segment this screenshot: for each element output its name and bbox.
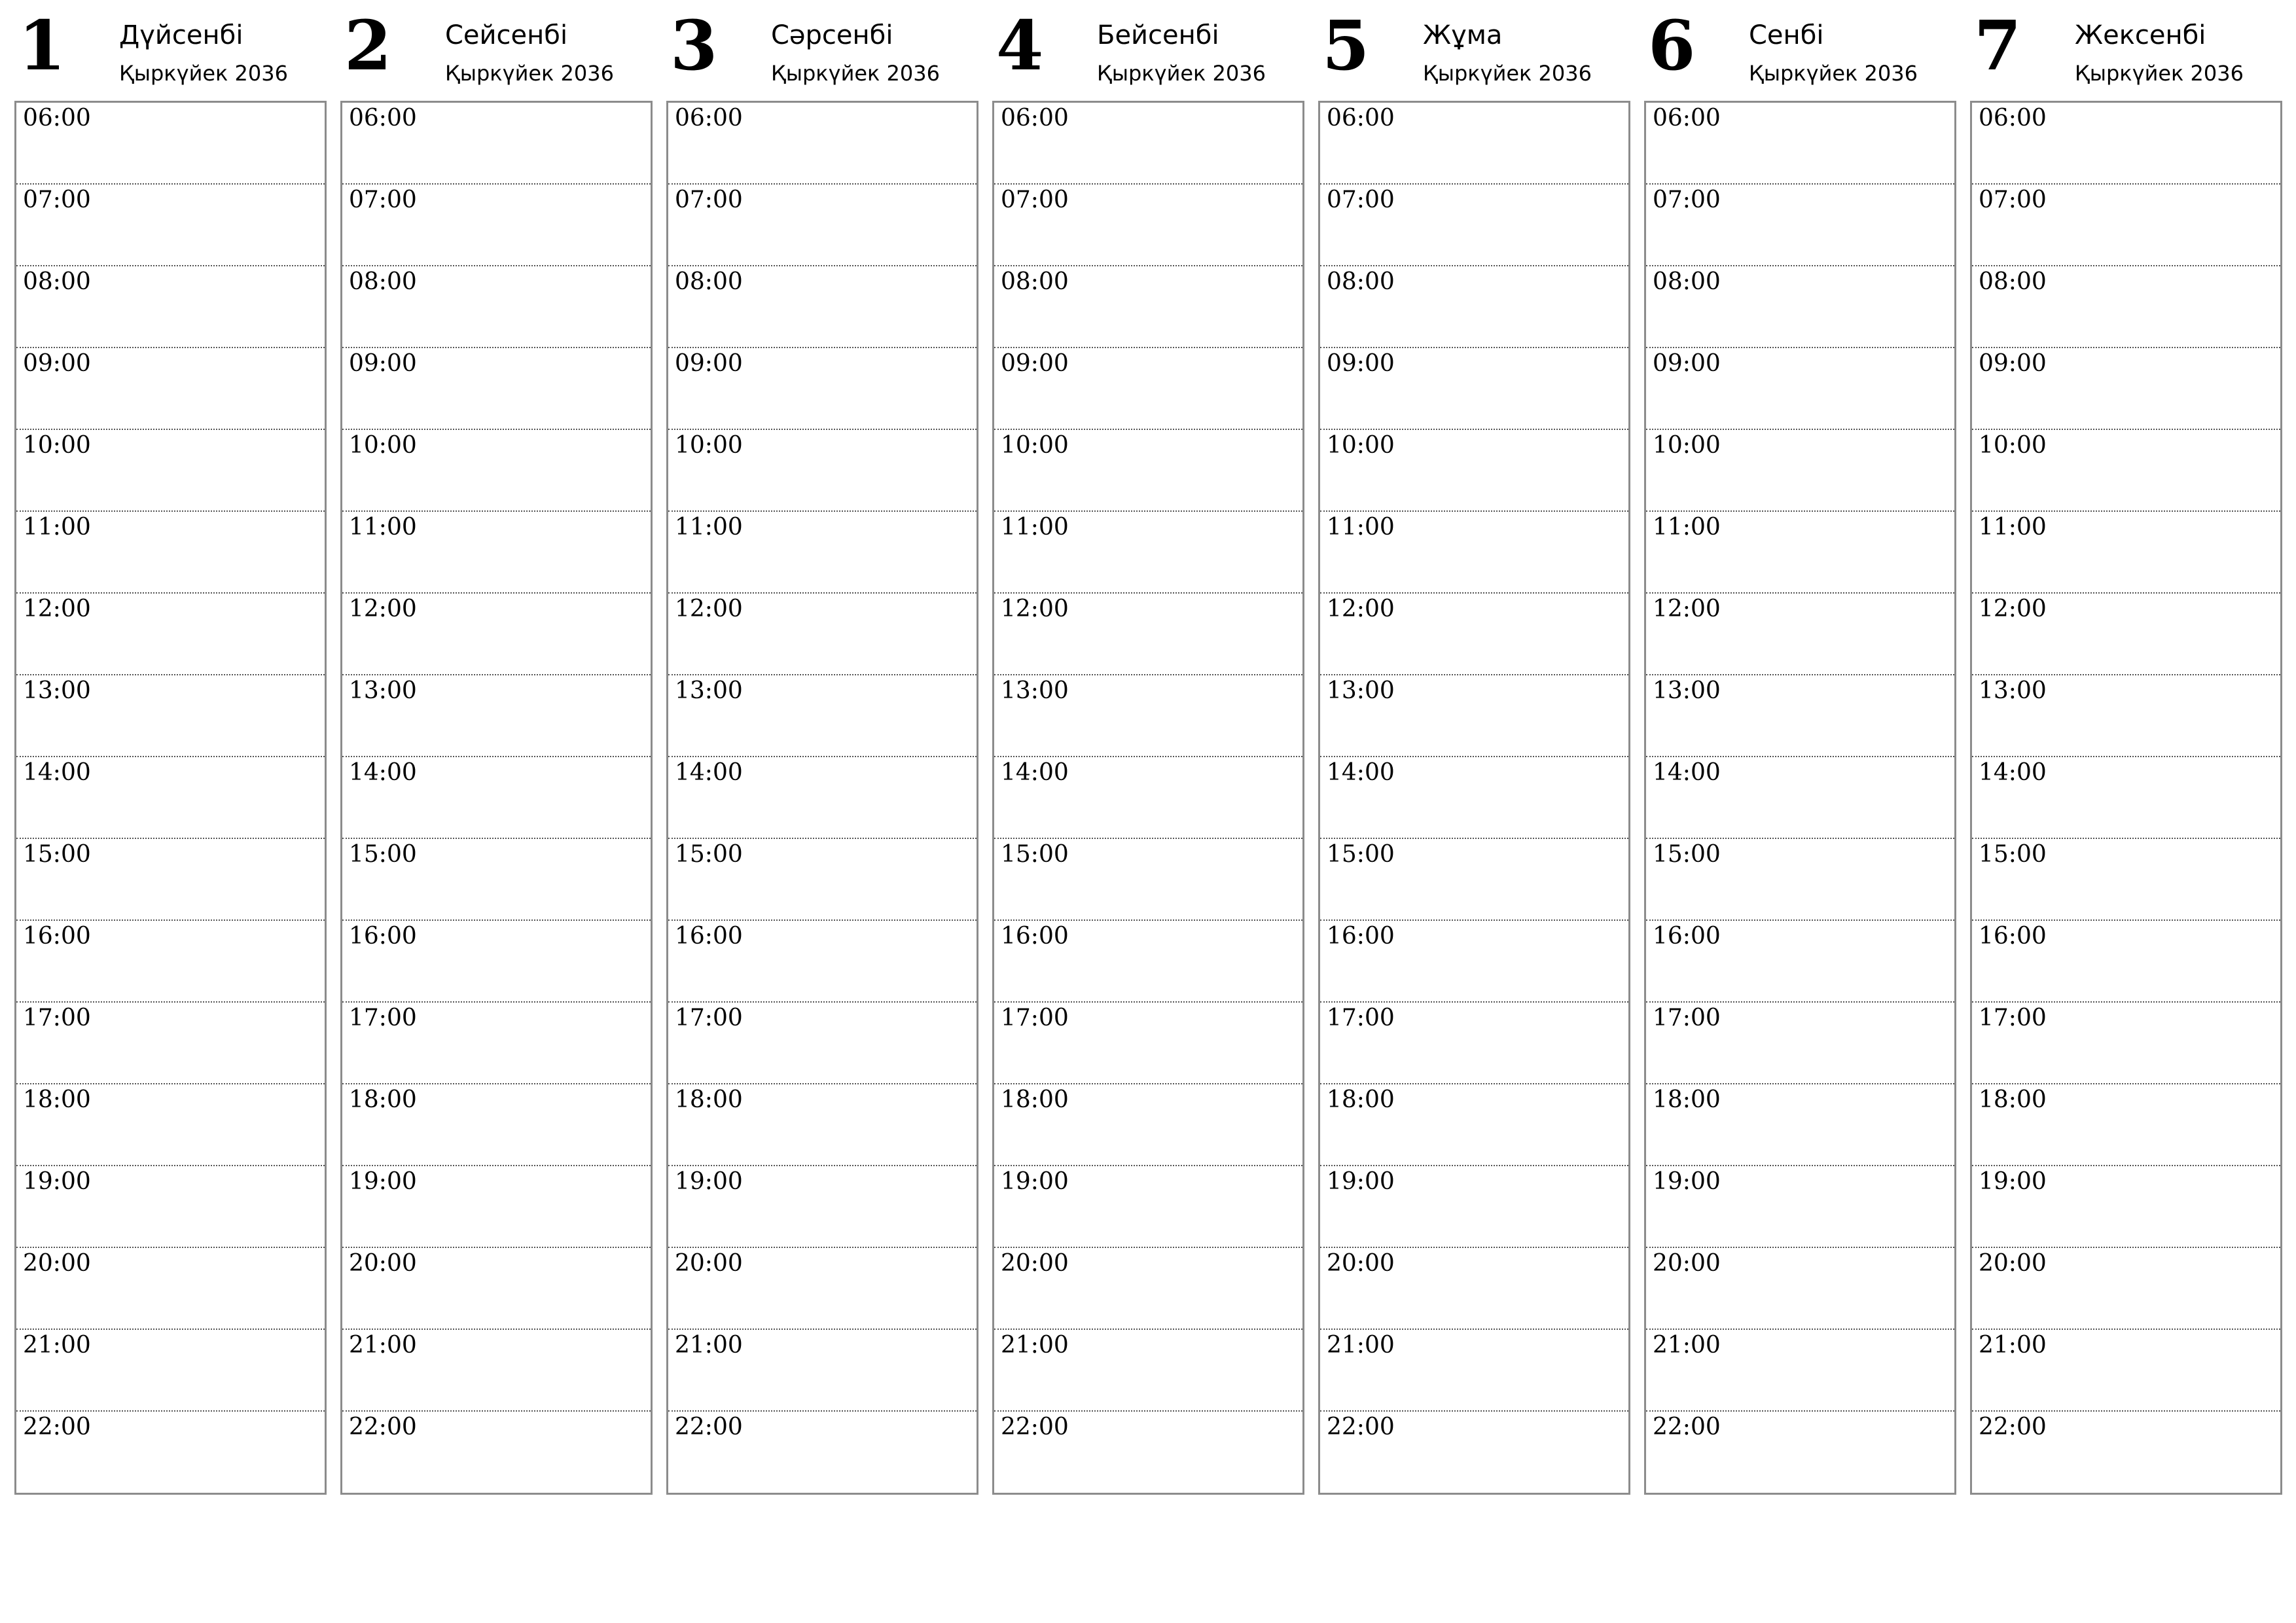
time-slot[interactable]	[1972, 1412, 2280, 1493]
time-slot-label: 13:00	[349, 677, 417, 704]
time-slot[interactable]	[1320, 103, 1628, 185]
time-slot[interactable]	[342, 921, 651, 1003]
time-slot[interactable]	[668, 1166, 977, 1248]
time-slot[interactable]	[1320, 839, 1628, 921]
time-slot-label: 17:00	[675, 1005, 743, 1031]
time-slot-label: 10:00	[349, 432, 417, 459]
time-slot[interactable]	[16, 675, 325, 757]
time-slot-label: 21:00	[1979, 1332, 2047, 1359]
time-slot-label: 07:00	[1001, 187, 1069, 213]
day-month-label: Қыркүйек 2036	[1097, 61, 1266, 86]
time-slot[interactable]	[994, 839, 1302, 921]
time-slot[interactable]	[668, 839, 977, 921]
time-slot-label: 06:00	[1979, 105, 2047, 132]
time-slot[interactable]	[994, 348, 1302, 430]
day-month-label: Қыркүйек 2036	[445, 61, 614, 86]
time-slot[interactable]	[1646, 348, 1954, 430]
time-slot-label: 15:00	[675, 841, 743, 868]
time-slot-label: 07:00	[349, 187, 417, 213]
time-slot[interactable]	[994, 185, 1302, 266]
time-slot-label: 16:00	[1653, 923, 1721, 950]
time-slot[interactable]	[994, 1412, 1302, 1493]
time-slot-label: 12:00	[1653, 596, 1721, 622]
time-slot[interactable]	[1320, 1412, 1628, 1493]
time-slot[interactable]	[342, 594, 651, 675]
time-slot[interactable]	[16, 921, 325, 1003]
time-slot-label: 17:00	[349, 1005, 417, 1031]
time-slot[interactable]	[1646, 675, 1954, 757]
day-schedule-box	[1644, 101, 1956, 1495]
time-slot-label: 08:00	[23, 268, 91, 295]
time-slot[interactable]	[994, 1248, 1302, 1330]
time-slot-label: 18:00	[1653, 1086, 1721, 1113]
time-slot-label: 20:00	[1327, 1250, 1395, 1277]
time-slot-label: 08:00	[349, 268, 417, 295]
time-slot-label: 08:00	[1979, 268, 2047, 295]
time-slot[interactable]	[1646, 921, 1954, 1003]
time-slot-label: 10:00	[23, 432, 91, 459]
time-slot-label: 15:00	[349, 841, 417, 868]
time-slot[interactable]	[1972, 1166, 2280, 1248]
time-slot-label: 22:00	[1653, 1414, 1721, 1440]
time-slot-label: 17:00	[1327, 1005, 1395, 1031]
time-slot-label: 12:00	[349, 596, 417, 622]
time-slot[interactable]	[1972, 839, 2280, 921]
time-slot[interactable]	[1972, 430, 2280, 512]
time-slot-label: 06:00	[23, 105, 91, 132]
time-slot-label: 12:00	[675, 596, 743, 622]
time-slot-label: 22:00	[1001, 1414, 1069, 1440]
time-slot[interactable]	[342, 430, 651, 512]
day-name: Бейсенбі	[1097, 20, 1219, 50]
time-slot-label: 12:00	[1001, 596, 1069, 622]
time-slot-label: 17:00	[1979, 1005, 2047, 1031]
day-header	[1970, 0, 2282, 101]
time-slot-label: 19:00	[1979, 1168, 2047, 1195]
time-slot-label: 15:00	[1653, 841, 1721, 868]
day-month-label: Қыркүйек 2036	[2075, 61, 2244, 86]
time-slot[interactable]	[668, 103, 977, 185]
time-slot-label: 14:00	[1001, 759, 1069, 786]
time-slot[interactable]	[1320, 1330, 1628, 1412]
day-schedule-box	[1318, 101, 1630, 1495]
day-name: Жұма	[1423, 20, 1503, 50]
day-schedule-box	[14, 101, 327, 1495]
time-slot-label: 16:00	[675, 923, 743, 950]
time-slot[interactable]	[994, 1084, 1302, 1166]
time-slot[interactable]	[668, 430, 977, 512]
time-slot-label: 06:00	[349, 105, 417, 132]
time-slot[interactable]	[994, 1330, 1302, 1412]
day-name: Дүйсенбі	[119, 20, 243, 50]
time-slot-label: 10:00	[675, 432, 743, 459]
day-name: Сенбі	[1749, 20, 1824, 50]
time-slot[interactable]	[1972, 1248, 2280, 1330]
time-slot[interactable]	[342, 185, 651, 266]
time-slot[interactable]	[1646, 1084, 1954, 1166]
time-slot[interactable]	[1646, 512, 1954, 594]
day-month-label: Қыркүйек 2036	[1749, 61, 1918, 86]
day-column	[1644, 0, 1956, 1499]
time-slot[interactable]	[1646, 430, 1954, 512]
weekly-planner	[14, 0, 2284, 1499]
day-column	[666, 0, 978, 1499]
time-slot-label: 22:00	[1979, 1414, 2047, 1440]
time-slot-label: 16:00	[349, 923, 417, 950]
time-slot[interactable]	[1646, 1248, 1954, 1330]
time-slot[interactable]	[16, 757, 325, 839]
time-slot-label: 09:00	[1001, 350, 1069, 377]
time-slot-label: 14:00	[1327, 759, 1395, 786]
time-slot-label: 10:00	[1979, 432, 2047, 459]
day-number: 7	[1974, 5, 2022, 86]
time-slot[interactable]	[1320, 1166, 1628, 1248]
time-slot[interactable]	[994, 1166, 1302, 1248]
time-slot-label: 14:00	[23, 759, 91, 786]
time-slot[interactable]	[1320, 1084, 1628, 1166]
time-slot-label: 20:00	[675, 1250, 743, 1277]
time-slot-label: 20:00	[23, 1250, 91, 1277]
time-slot[interactable]	[342, 348, 651, 430]
time-slot-label: 09:00	[1979, 350, 2047, 377]
time-slot[interactable]	[1972, 103, 2280, 185]
time-slot-label: 14:00	[349, 759, 417, 786]
time-slot[interactable]	[1320, 512, 1628, 594]
time-slot[interactable]	[1972, 512, 2280, 594]
time-slot-label: 18:00	[349, 1086, 417, 1113]
time-slot-label: 11:00	[1979, 514, 2047, 541]
day-month-label: Қыркүйек 2036	[771, 61, 940, 86]
time-slot-label: 20:00	[1979, 1250, 2047, 1277]
day-column	[1318, 0, 1630, 1499]
time-slot-label: 06:00	[1327, 105, 1395, 132]
time-slot[interactable]	[668, 921, 977, 1003]
time-slot[interactable]	[1646, 185, 1954, 266]
time-slot[interactable]	[668, 1330, 977, 1412]
time-slot-label: 11:00	[1327, 514, 1395, 541]
time-slot[interactable]	[1972, 348, 2280, 430]
time-slot-label: 17:00	[23, 1005, 91, 1031]
time-slot[interactable]	[1320, 1248, 1628, 1330]
time-slot[interactable]	[16, 1330, 325, 1412]
time-slot[interactable]	[1646, 1412, 1954, 1493]
time-slot[interactable]	[1646, 594, 1954, 675]
day-number: 3	[670, 5, 718, 86]
time-slot[interactable]	[1646, 1166, 1954, 1248]
time-slot-label: 16:00	[23, 923, 91, 950]
time-slot[interactable]	[1972, 1084, 2280, 1166]
time-slot-label: 11:00	[1653, 514, 1721, 541]
day-header	[666, 0, 978, 101]
time-slot[interactable]	[668, 675, 977, 757]
time-slot-label: 20:00	[1653, 1250, 1721, 1277]
time-slot-label: 19:00	[23, 1168, 91, 1195]
time-slot-label: 10:00	[1653, 432, 1721, 459]
time-slot-label: 11:00	[675, 514, 743, 541]
time-slot[interactable]	[342, 512, 651, 594]
time-slot-label: 09:00	[675, 350, 743, 377]
time-slot-label: 09:00	[1653, 350, 1721, 377]
time-slot-label: 19:00	[1327, 1168, 1395, 1195]
time-slot-label: 13:00	[1001, 677, 1069, 704]
time-slot[interactable]	[16, 1084, 325, 1166]
time-slot-label: 07:00	[1653, 187, 1721, 213]
time-slot[interactable]	[16, 1248, 325, 1330]
time-slot[interactable]	[1320, 921, 1628, 1003]
time-slot[interactable]	[1320, 266, 1628, 348]
time-slot-label: 18:00	[23, 1086, 91, 1113]
time-slot[interactable]	[1320, 675, 1628, 757]
time-slot-label: 08:00	[1001, 268, 1069, 295]
time-slot[interactable]	[1646, 1003, 1954, 1084]
time-slot-label: 12:00	[23, 596, 91, 622]
time-slot[interactable]	[668, 1084, 977, 1166]
day-number: 2	[344, 5, 392, 86]
time-slot-label: 13:00	[1979, 677, 2047, 704]
time-slot[interactable]	[342, 675, 651, 757]
day-column	[992, 0, 1304, 1499]
time-slot-label: 13:00	[1327, 677, 1395, 704]
time-slot-label: 06:00	[675, 105, 743, 132]
time-slot-label: 08:00	[1653, 268, 1721, 295]
time-slot-label: 07:00	[23, 187, 91, 213]
time-slot[interactable]	[16, 594, 325, 675]
time-slot-label: 16:00	[1327, 923, 1395, 950]
time-slot-label: 22:00	[675, 1414, 743, 1440]
time-slot[interactable]	[16, 512, 325, 594]
time-slot[interactable]	[1320, 757, 1628, 839]
time-slot-label: 07:00	[675, 187, 743, 213]
time-slot-label: 19:00	[1001, 1168, 1069, 1195]
time-slot-label: 21:00	[1653, 1332, 1721, 1359]
time-slot-label: 12:00	[1979, 596, 2047, 622]
time-slot[interactable]	[1320, 348, 1628, 430]
time-slot[interactable]	[342, 1003, 651, 1084]
time-slot-label: 19:00	[675, 1168, 743, 1195]
time-slot-label: 18:00	[1001, 1086, 1069, 1113]
day-month-label: Қыркүйек 2036	[1423, 61, 1592, 86]
time-slot-label: 08:00	[675, 268, 743, 295]
time-slot[interactable]	[16, 1412, 325, 1493]
time-slot[interactable]	[1320, 185, 1628, 266]
day-schedule-box	[992, 101, 1304, 1495]
time-slot-label: 09:00	[23, 350, 91, 377]
time-slot-label: 19:00	[1653, 1168, 1721, 1195]
day-name: Сәрсенбі	[771, 20, 893, 50]
time-slot-label: 15:00	[1327, 841, 1395, 868]
day-name: Сейсенбі	[445, 20, 568, 50]
time-slot-label: 14:00	[1653, 759, 1721, 786]
time-slot[interactable]	[1320, 594, 1628, 675]
day-name: Жексенбі	[2075, 20, 2206, 50]
time-slot[interactable]	[1646, 839, 1954, 921]
time-slot[interactable]	[994, 430, 1302, 512]
time-slot-label: 07:00	[1327, 187, 1395, 213]
time-slot-label: 10:00	[1001, 432, 1069, 459]
time-slot[interactable]	[16, 839, 325, 921]
time-slot[interactable]	[342, 1084, 651, 1166]
time-slot[interactable]	[994, 757, 1302, 839]
time-slot[interactable]	[342, 1248, 651, 1330]
time-slot[interactable]	[1646, 1330, 1954, 1412]
day-header	[14, 0, 327, 101]
time-slot[interactable]	[668, 348, 977, 430]
time-slot[interactable]	[1972, 1330, 2280, 1412]
time-slot[interactable]	[668, 1003, 977, 1084]
time-slot-label: 15:00	[1001, 841, 1069, 868]
time-slot[interactable]	[1972, 675, 2280, 757]
time-slot-label: 15:00	[1979, 841, 2047, 868]
time-slot-label: 14:00	[1979, 759, 2047, 786]
time-slot-label: 22:00	[349, 1414, 417, 1440]
day-number: 4	[996, 5, 1044, 86]
day-header	[1644, 0, 1956, 101]
day-schedule-box	[340, 101, 653, 1495]
time-slot[interactable]	[16, 1003, 325, 1084]
time-slot-label: 20:00	[1001, 1250, 1069, 1277]
time-slot[interactable]	[1646, 757, 1954, 839]
time-slot-label: 11:00	[23, 514, 91, 541]
time-slot[interactable]	[668, 512, 977, 594]
time-slot-label: 17:00	[1001, 1005, 1069, 1031]
time-slot[interactable]	[668, 757, 977, 839]
time-slot[interactable]	[16, 430, 325, 512]
day-month-label: Қыркүйек 2036	[119, 61, 288, 86]
time-slot[interactable]	[994, 266, 1302, 348]
time-slot-label: 22:00	[23, 1414, 91, 1440]
time-slot[interactable]	[1646, 266, 1954, 348]
time-slot[interactable]	[1320, 430, 1628, 512]
time-slot[interactable]	[668, 185, 977, 266]
time-slot-label: 07:00	[1979, 187, 2047, 213]
time-slot-label: 13:00	[675, 677, 743, 704]
time-slot[interactable]	[668, 594, 977, 675]
time-slot[interactable]	[1972, 594, 2280, 675]
time-slot-label: 21:00	[23, 1332, 91, 1359]
day-number: 1	[18, 5, 66, 86]
time-slot[interactable]	[994, 512, 1302, 594]
time-slot-label: 18:00	[1327, 1086, 1395, 1113]
time-slot-label: 06:00	[1001, 105, 1069, 132]
time-slot[interactable]	[16, 266, 325, 348]
time-slot[interactable]	[668, 1248, 977, 1330]
time-slot[interactable]	[342, 1412, 651, 1493]
time-slot[interactable]	[342, 839, 651, 921]
time-slot[interactable]	[1972, 185, 2280, 266]
time-slot[interactable]	[342, 1166, 651, 1248]
time-slot-label: 13:00	[23, 677, 91, 704]
time-slot[interactable]	[1972, 1003, 2280, 1084]
day-header	[1318, 0, 1630, 101]
time-slot[interactable]	[342, 103, 651, 185]
time-slot[interactable]	[668, 266, 977, 348]
time-slot[interactable]	[342, 1330, 651, 1412]
time-slot[interactable]	[1972, 266, 2280, 348]
time-slot[interactable]	[1646, 103, 1954, 185]
time-slot-label: 22:00	[1327, 1414, 1395, 1440]
time-slot[interactable]	[342, 757, 651, 839]
time-slot-label: 10:00	[1327, 432, 1395, 459]
time-slot[interactable]	[16, 348, 325, 430]
time-slot[interactable]	[16, 185, 325, 266]
time-slot-label: 11:00	[349, 514, 417, 541]
time-slot-label: 16:00	[1979, 923, 2047, 950]
day-column	[1970, 0, 2282, 1499]
time-slot[interactable]	[994, 103, 1302, 185]
time-slot-label: 17:00	[1653, 1005, 1721, 1031]
time-slot[interactable]	[1972, 757, 2280, 839]
day-header	[340, 0, 653, 101]
time-slot-label: 08:00	[1327, 268, 1395, 295]
day-number: 5	[1322, 5, 1370, 86]
time-slot-label: 18:00	[675, 1086, 743, 1113]
day-schedule-box	[666, 101, 978, 1495]
time-slot-label: 21:00	[1327, 1332, 1395, 1359]
time-slot-label: 21:00	[1001, 1332, 1069, 1359]
time-slot-label: 09:00	[1327, 350, 1395, 377]
time-slot[interactable]	[994, 675, 1302, 757]
time-slot[interactable]	[16, 103, 325, 185]
time-slot[interactable]	[1320, 1003, 1628, 1084]
time-slot[interactable]	[994, 1003, 1302, 1084]
day-column	[340, 0, 653, 1499]
time-slot-label: 19:00	[349, 1168, 417, 1195]
time-slot-label: 12:00	[1327, 596, 1395, 622]
time-slot-label: 18:00	[1979, 1086, 2047, 1113]
time-slot-label: 15:00	[23, 841, 91, 868]
time-slot[interactable]	[668, 1412, 977, 1493]
time-slot[interactable]	[1972, 921, 2280, 1003]
time-slot-label: 20:00	[349, 1250, 417, 1277]
time-slot-label: 16:00	[1001, 923, 1069, 950]
day-schedule-box	[1970, 101, 2282, 1495]
time-slot[interactable]	[342, 266, 651, 348]
time-slot-label: 11:00	[1001, 514, 1069, 541]
day-header	[992, 0, 1304, 101]
day-column	[14, 0, 327, 1499]
time-slot-label: 09:00	[349, 350, 417, 377]
time-slot[interactable]	[994, 594, 1302, 675]
time-slot-label: 14:00	[675, 759, 743, 786]
time-slot-label: 21:00	[349, 1332, 417, 1359]
day-number: 6	[1648, 5, 1696, 86]
time-slot[interactable]	[16, 1166, 325, 1248]
time-slot[interactable]	[994, 921, 1302, 1003]
time-slot-label: 21:00	[675, 1332, 743, 1359]
time-slot-label: 13:00	[1653, 677, 1721, 704]
time-slot-label: 06:00	[1653, 105, 1721, 132]
